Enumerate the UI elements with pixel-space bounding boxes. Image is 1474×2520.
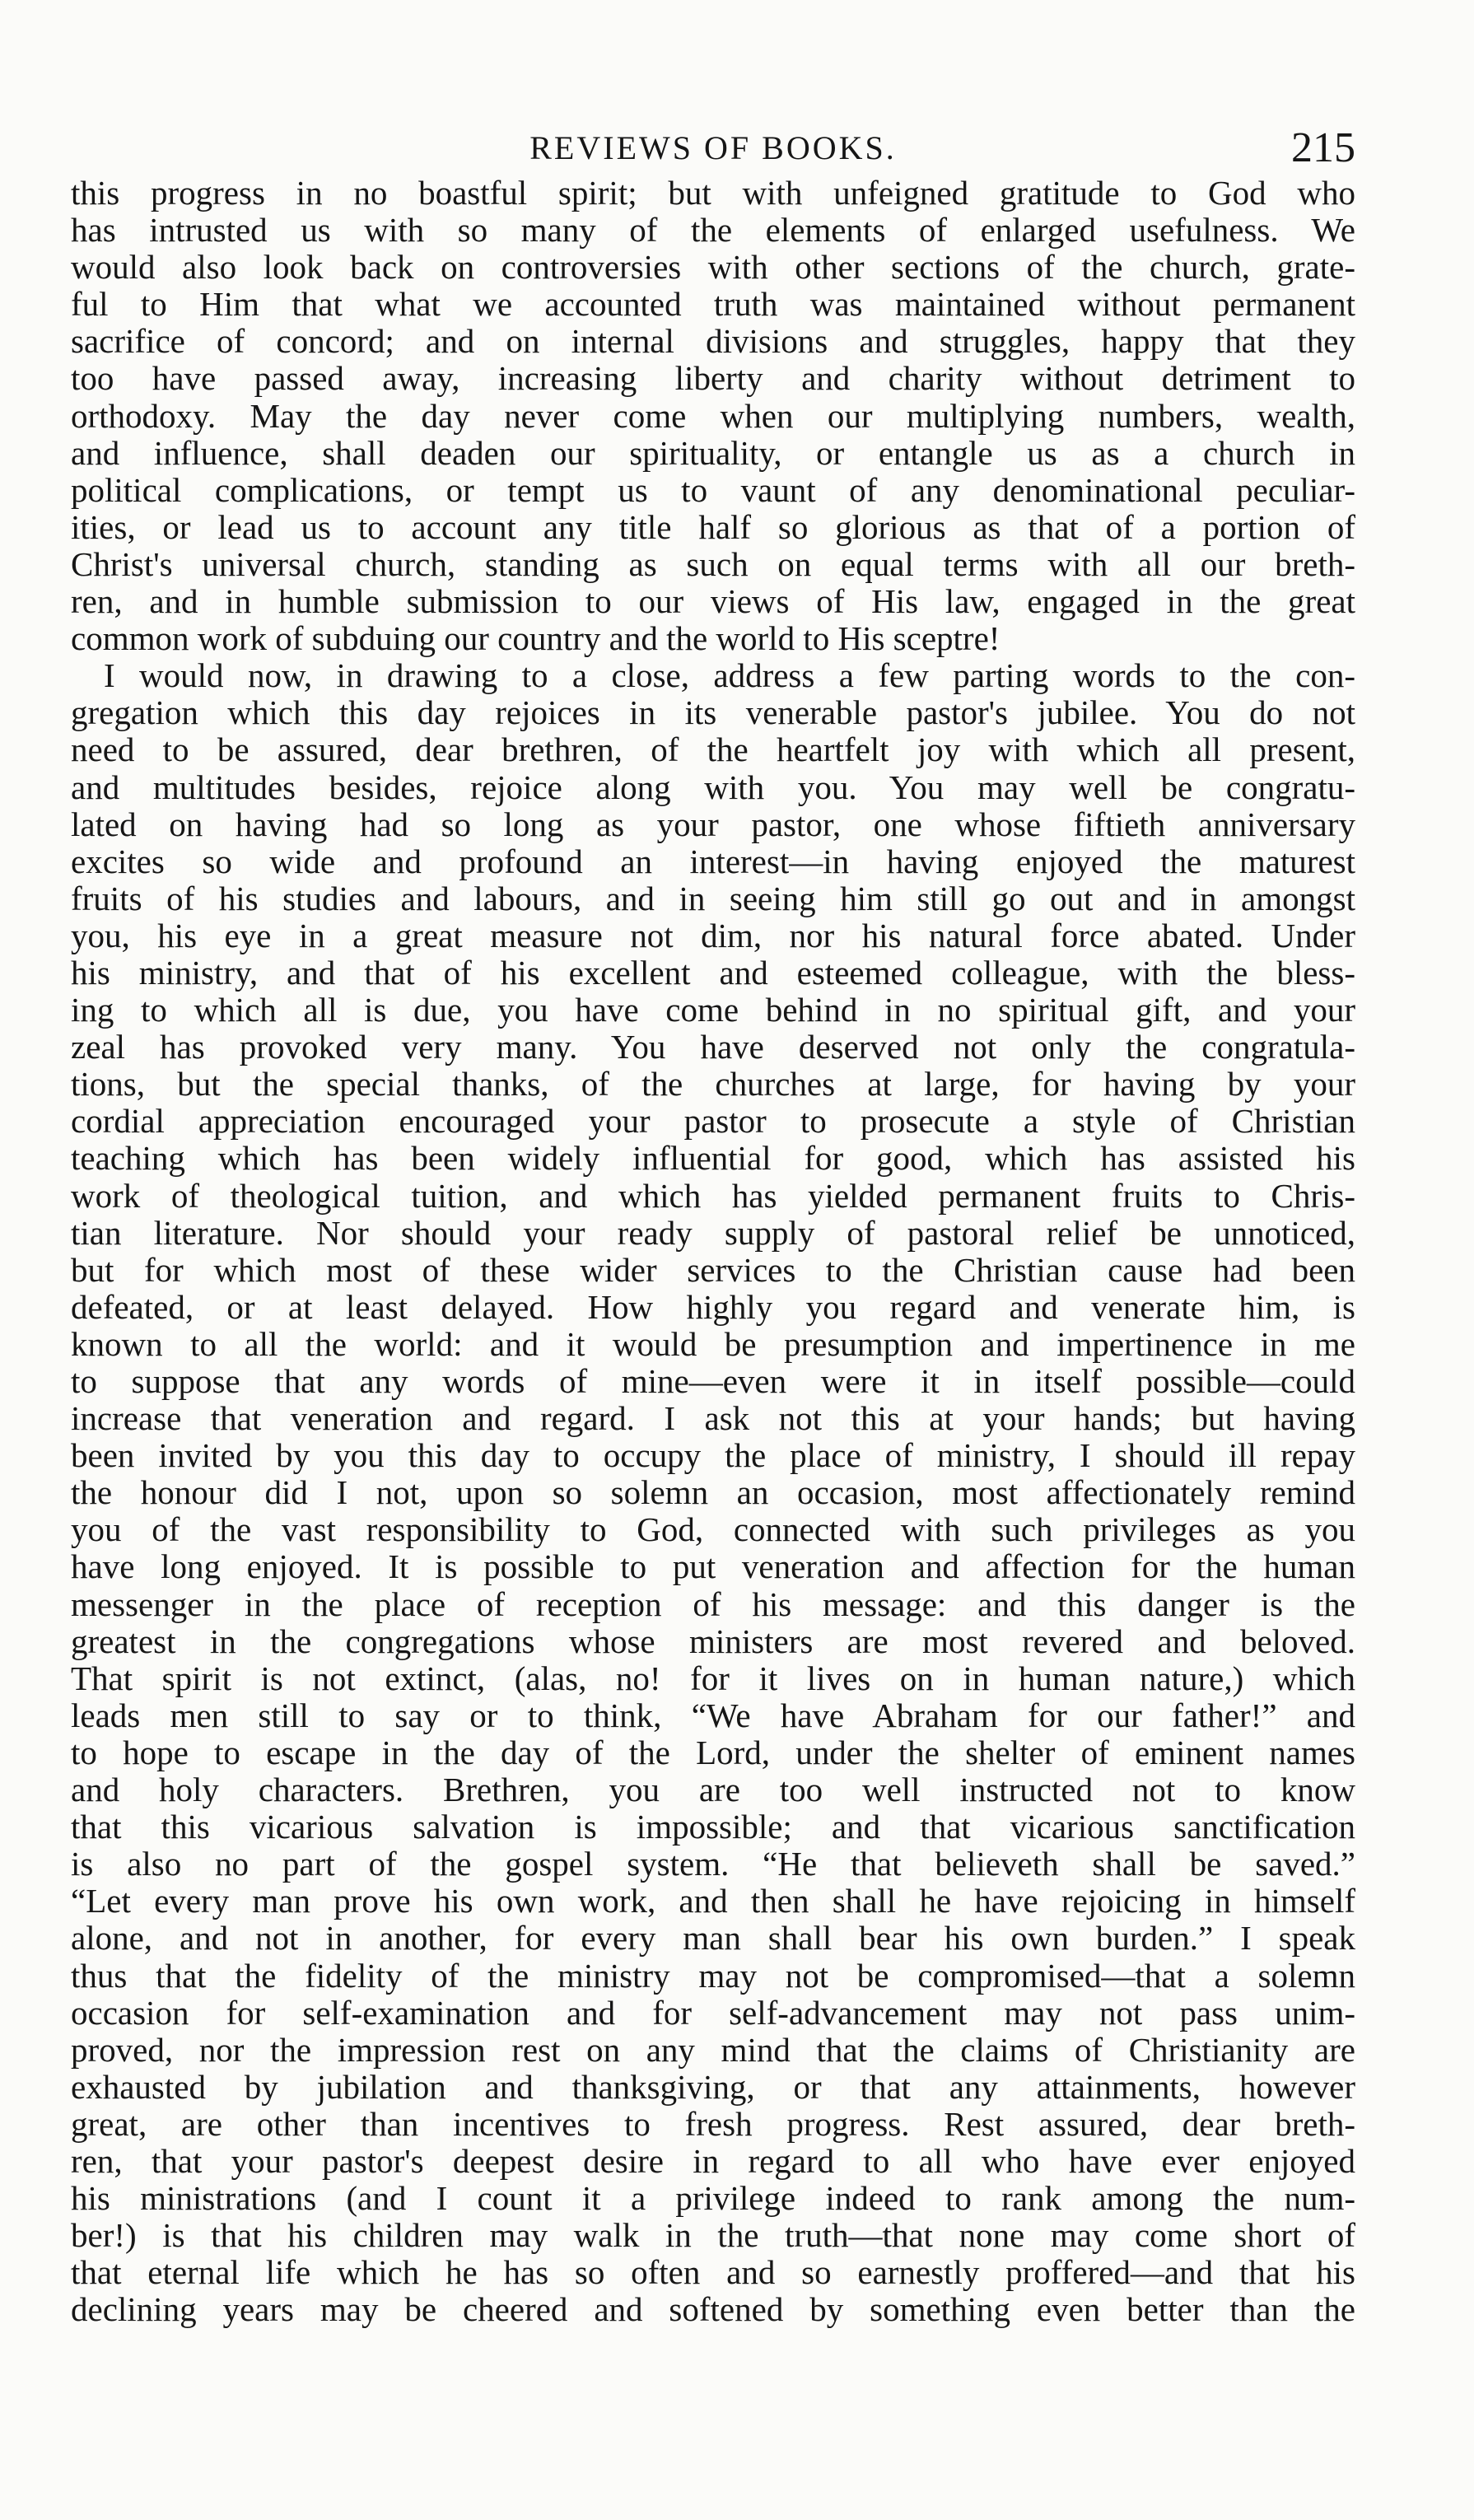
- text-line: that eternal life which he has so often and so earnestly proffered—and that his: [71, 2254, 1355, 2292]
- text-line: excites so wide and profound an interest—in having enjoyed the maturest: [71, 842, 1355, 880]
- text-line: messenger in the place of reception of his message: and this danger is the: [71, 1585, 1355, 1623]
- text-line: gregation which this day rejoices in its venerable pastor's jubilee. You do not: [71, 694, 1355, 732]
- text-line: zeal has provoked very many. You have deserved not only the congratula-: [71, 1029, 1355, 1066]
- text-line: work of theological tuition, and which has yielded permanent fruits to Chris-: [71, 1177, 1355, 1215]
- text-line: cordial appreciation encouraged your pastor to prosecute a style of Christian: [71, 1103, 1355, 1141]
- text-line: teaching which has been widely influential for good, which has assisted his: [71, 1140, 1355, 1178]
- text-line: but for which most of these wider services to the Christian cause had been: [71, 1251, 1355, 1289]
- running-title: REVIEWS OF BOOKS.: [529, 129, 897, 166]
- text-line: been invited by you this day to occupy the place of ministry, I should ill repay: [71, 1437, 1355, 1475]
- text-line: you of the vast responsibility to God, connected with such privileges as you: [71, 1511, 1355, 1549]
- text-line: tions, but the special thanks, of the churches at large, for having by your: [71, 1066, 1355, 1104]
- text-line: declining years may be cheered and softened by something even better than the: [71, 2291, 1355, 2329]
- text-line: tian literature. Nor should your ready supply of pastoral relief be unnoticed,: [71, 1214, 1355, 1252]
- text-line: his ministry, and that of his excellent and esteemed colleague, with the bless-: [71, 954, 1355, 992]
- text-line: fruits of his studies and labours, and in seeing him still go out and in amongst: [71, 880, 1355, 917]
- text-line: is also no part of the gospel system. “He that believeth shall be saved.”: [71, 1846, 1355, 1883]
- text-line: lated on having had so long as your pastor, one whose fiftieth anniversary: [71, 805, 1355, 843]
- text-line: occasion for self-examination and for self-advancement may not pass unim-: [71, 1994, 1355, 2032]
- text-line: I would now, in drawing to a close, address a few parting words to the con-: [104, 657, 1355, 695]
- text-line: sacrifice of concord; and on internal divisions and struggles, happy that they: [71, 323, 1355, 361]
- text-line: increase that veneration and regard. I ask not this at your hands; but having: [71, 1400, 1355, 1438]
- text-line: greatest in the congregations whose ministers are most revered and beloved.: [71, 1622, 1355, 1660]
- text-line: and holy characters. Brethren, you are too well instructed not to know: [71, 1771, 1355, 1809]
- text-line: have long enjoyed. It is possible to put veneration and affection for the human: [71, 1548, 1355, 1586]
- text-line: too have passed away, increasing liberty and charity without detriment to: [71, 360, 1355, 398]
- text-line: political complications, or tempt us to vaunt of any denominational peculiar-: [71, 471, 1355, 509]
- text-line: you, his eye in a great measure not dim, nor his natural force abated. Under: [71, 917, 1355, 954]
- text-line: defeated, or at least delayed. How highly you regard and venerate him, is: [71, 1288, 1355, 1326]
- text-line: to suppose that any words of mine—even were it in itself possible—could: [71, 1363, 1355, 1400]
- page: [71, 124, 1355, 2328]
- text-line: and multitudes besides, rejoice along with you. You may well be congratu-: [71, 768, 1355, 806]
- text-line: Christ's universal church, standing as such on equal terms with all our breth-: [71, 545, 1355, 583]
- text-line: “Let every man prove his own work, and then shall he have rejoicing in himself: [71, 1883, 1355, 1920]
- text-line: the honour did I not, upon so solemn an occasion, most affectionately remind: [71, 1474, 1355, 1512]
- text-line: ren, and in humble submission to our views of His law, engaged in the great: [71, 583, 1355, 621]
- text-line: great, are other than incentives to fresh progress. Rest assured, dear breth-: [71, 2105, 1355, 2143]
- text-line: leads men still to say or to think, “We have Abraham for our father!” and: [71, 1696, 1355, 1734]
- text-line: ing to which all is due, you have come behind in no spiritual gift, and your: [71, 992, 1355, 1029]
- text-line: that this vicarious salvation is impossible; and that vicarious sanctification: [71, 1808, 1355, 1846]
- text-line: common work of subduing our country and the world to His sceptre!: [71, 620, 1001, 658]
- running-head: [71, 124, 1355, 175]
- text-line: That spirit is not extinct, (alas, no! for it lives on in human nature,) which: [71, 1659, 1355, 1697]
- text-line: orthodoxy. May the day never come when our multiplying numbers, wealth,: [71, 397, 1355, 435]
- text-line: proved, nor the impression rest on any mind that the claims of Christianity are: [71, 2031, 1355, 2069]
- text-line: ities, or lead us to account any title half so glorious as that of a portion of: [71, 508, 1355, 546]
- text-line: to hope to escape in the day of the Lord, under the shelter of eminent names: [71, 1734, 1355, 1771]
- text-line: thus that the fidelity of the ministry may not be compromised—that a solemn: [71, 1957, 1355, 1995]
- text-line: need to be assured, dear brethren, of the heartfelt joy with which all present,: [71, 731, 1355, 769]
- text-line: his ministrations (and I count it a privilege indeed to rank among the num-: [71, 2180, 1355, 2218]
- text-line: known to all the world: and it would be presumption and impertinence in me: [71, 1325, 1355, 1363]
- text-line: this progress in no boastful spirit; but with unfeigned gratitude to God who: [71, 175, 1355, 212]
- text-line: alone, and not in another, for every man shall bear his own burden.” I speak: [71, 1920, 1355, 1958]
- text-line: would also look back on controversies with other sections of the church, grate-: [71, 249, 1355, 287]
- text-line: ber!) is that his children may walk in the truth—that none may come short of: [71, 2217, 1355, 2255]
- text-line: has intrusted us with so many of the elements of enlarged usefulness. We: [71, 212, 1355, 250]
- text-line: ful to Him that what we accounted truth was maintained without permanent: [71, 286, 1355, 324]
- text-line: exhausted by jubilation and thanksgiving, or that any attainments, however: [71, 2068, 1355, 2106]
- body-text: [71, 175, 1355, 2328]
- text-line: ren, that your pastor's deepest desire in regard to all who have ever enjoyed: [71, 2142, 1355, 2180]
- page-number: 215: [1291, 124, 1355, 171]
- text-line: and influence, shall deaden our spirituality, or entangle us as a church in: [71, 434, 1355, 472]
